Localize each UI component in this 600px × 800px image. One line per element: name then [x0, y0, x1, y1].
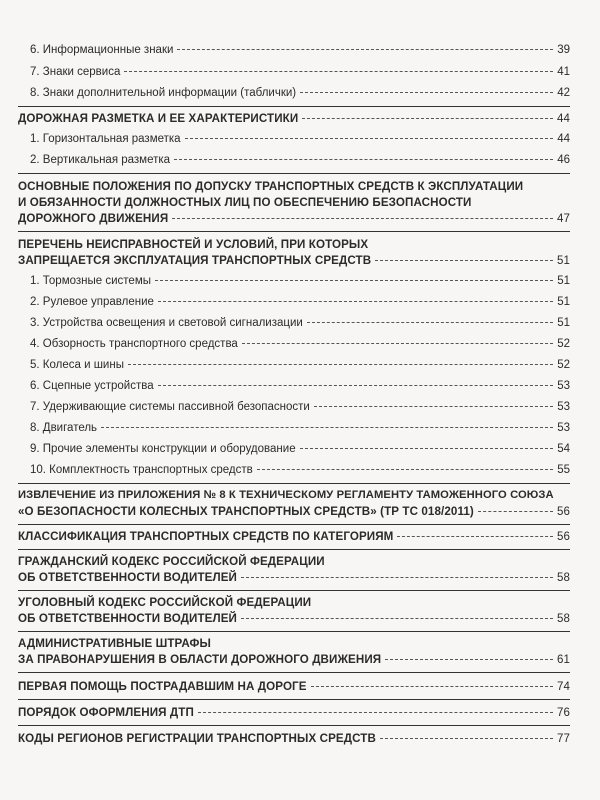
- entry-page: 52: [557, 338, 570, 350]
- section-divider: [18, 549, 570, 550]
- section-heading[interactable]: [18, 530, 570, 543]
- dot-leader: [307, 322, 553, 323]
- section-divider: [18, 524, 570, 525]
- entry-page: 42: [557, 87, 570, 99]
- entry-page: 53: [557, 422, 570, 434]
- dot-leader: [241, 577, 553, 578]
- section-title: ДОРОЖНАЯ РАЗМЕТКА И ЕЕ ХАРАКТЕРИСТИКИ: [18, 112, 299, 125]
- entry-title: 7. Знаки сервиса: [30, 66, 121, 78]
- section-title-line: ПЕРЕЧЕНЬ НЕИСПРАВНОСТЕЙ И УСЛОВИЙ, ПРИ КОТОРЫХ: [18, 238, 369, 251]
- section-title: КЛАССИФИКАЦИЯ ТРАНСПОРТНЫХ СРЕДСТВ ПО КАТЕГОРИЯМ: [18, 530, 394, 543]
- entry-page: 53: [557, 380, 570, 392]
- dot-leader: [101, 427, 553, 428]
- section-title-line: ОСНОВНЫЕ ПОЛОЖЕНИЯ ПО ДОПУСКУ ТРАНСПОРТНЫХ СРЕДСТВ К ЭКСПЛУАТАЦИИ: [18, 180, 524, 193]
- entry-page: 51: [557, 296, 570, 308]
- toc-entry[interactable]: [30, 401, 570, 413]
- dot-leader: [174, 159, 553, 160]
- entry-page: 54: [557, 443, 570, 455]
- section-title-line: АДМИНИСТРАТИВНЫЕ ШТРАФЫ: [18, 637, 211, 650]
- section-page: 77: [557, 733, 570, 745]
- dot-leader: [177, 49, 553, 50]
- dot-leader: [124, 71, 553, 72]
- section-title-line: ГРАЖДАНСКИЙ КОДЕКС РОССИЙСКОЙ ФЕДЕРАЦИИ: [18, 555, 325, 568]
- dot-leader: [300, 92, 553, 93]
- section-heading[interactable]: [18, 505, 570, 518]
- dot-leader: [300, 448, 554, 449]
- dot-leader: [158, 301, 553, 302]
- entry-title: 6. Сцепные устройства: [30, 380, 154, 392]
- entry-title: 7. Удерживающие системы пассивной безопасности: [30, 401, 310, 413]
- section-page: 74: [557, 681, 570, 693]
- dot-leader: [385, 659, 553, 660]
- toc-entry[interactable]: [30, 44, 570, 56]
- entry-title: 5. Колеса и шины: [30, 359, 124, 371]
- section-title-line: УГОЛОВНЫЙ КОДЕКС РОССИЙСКОЙ ФЕДЕРАЦИИ: [18, 596, 312, 609]
- entry-title: 1. Тормозные системы: [30, 275, 151, 287]
- entry-page: 46: [557, 154, 570, 166]
- entry-page: 51: [557, 317, 570, 329]
- section-title-line: ИЗВЛЕЧЕНИЕ ИЗ ПРИЛОЖЕНИЯ № 8 К ТЕХНИЧЕСКОМУ РЕГЛАМЕНТУ ТАМОЖЕННОГО СОЮЗА: [18, 489, 554, 501]
- dot-leader: [375, 260, 553, 261]
- section-title: ПОРЯДОК ОФОРМЛЕНИЯ ДТП: [18, 706, 194, 719]
- section-divider: [18, 699, 570, 700]
- section-title-line: И ОБЯЗАННОСТИ ДОЛЖНОСТНЫХ ЛИЦ ПО ОБЕСПЕЧЕНИЮ БЕЗОПАСНОСТИ: [18, 196, 472, 209]
- section-title-line: ЗА ПРАВОНАРУШЕНИЯ В ОБЛАСТИ ДОРОЖНОГО ДВИЖЕНИЯ: [18, 653, 382, 666]
- toc-entry[interactable]: [30, 422, 570, 434]
- toc-entry[interactable]: [30, 154, 570, 166]
- toc-entry[interactable]: [30, 87, 570, 99]
- entry-title: 9. Прочие элементы конструкции и оборудование: [30, 443, 296, 455]
- entry-title: 3. Устройства освещения и световой сигнализации: [30, 317, 303, 329]
- section-divider: [18, 173, 570, 174]
- dot-leader: [380, 738, 553, 739]
- entry-title: 2. Вертикальная разметка: [30, 154, 171, 166]
- section-divider: [18, 483, 570, 484]
- section-divider: [18, 725, 570, 726]
- entry-title: 10. Комплектность транспортных средств: [30, 464, 253, 476]
- section-divider: [18, 590, 570, 591]
- section-divider: [18, 106, 570, 107]
- entry-title: 8. Двигатель: [30, 422, 98, 434]
- dot-leader: [158, 385, 554, 386]
- section-page: 58: [557, 613, 570, 625]
- section-divider: [18, 672, 570, 673]
- dot-leader: [128, 364, 553, 365]
- entry-title: 6. Информационные знаки: [30, 44, 174, 56]
- toc-entry[interactable]: [30, 133, 570, 145]
- entry-title: 8. Знаки дополнительной информации (таблички): [30, 87, 297, 99]
- section-page: 56: [557, 506, 570, 518]
- toc-entry[interactable]: [30, 338, 570, 350]
- section-heading[interactable]: [18, 680, 570, 693]
- section-page: 76: [557, 707, 570, 719]
- section-divider: [18, 231, 570, 232]
- section-heading[interactable]: [18, 706, 570, 719]
- dot-leader: [155, 280, 553, 281]
- dot-leader: [397, 536, 553, 537]
- dot-leader: [198, 712, 553, 713]
- entry-page: 51: [557, 275, 570, 287]
- dot-leader: [185, 138, 554, 139]
- toc-entry[interactable]: [30, 380, 570, 392]
- dot-leader: [257, 469, 553, 470]
- entry-title: 2. Рулевое управление: [30, 296, 154, 308]
- dot-leader: [478, 511, 553, 512]
- entry-page: 53: [557, 401, 570, 413]
- toc-entry[interactable]: [30, 66, 570, 78]
- section-page: 44: [557, 113, 570, 125]
- section-heading[interactable]: [18, 571, 570, 584]
- section-divider: [18, 631, 570, 632]
- dot-leader: [311, 686, 553, 687]
- section-heading[interactable]: [18, 653, 570, 666]
- dot-leader: [314, 406, 553, 407]
- section-page: 51: [557, 255, 570, 267]
- entry-page: 52: [557, 359, 570, 371]
- section-heading[interactable]: [18, 732, 570, 745]
- entry-title: 1. Горизонтальная разметка: [30, 133, 181, 145]
- toc-entry[interactable]: [30, 359, 570, 371]
- toc-entry[interactable]: [30, 317, 570, 329]
- section-page: 61: [557, 654, 570, 666]
- entry-title: 4. Обзорность транспортного средства: [30, 338, 238, 350]
- entry-page: 55: [557, 464, 570, 476]
- section-title-line: «О БЕЗОПАСНОСТИ КОЛЕСНЫХ ТРАНСПОРТНЫХ СРЕДСТВ» (ТР ТС 018/2011): [18, 505, 474, 518]
- section-title-line: ЗАПРЕЩАЕТСЯ ЭКСПЛУАТАЦИЯ ТРАНСПОРТНЫХ СРЕДСТВ: [18, 254, 372, 267]
- section-heading[interactable]: [18, 254, 570, 267]
- section-title: КОДЫ РЕГИОНОВ РЕГИСТРАЦИИ ТРАНСПОРТНЫХ СРЕДСТВ: [18, 732, 376, 745]
- section-heading[interactable]: [18, 112, 570, 125]
- section-title-line: ОБ ОТВЕТСТВЕННОСТИ ВОДИТЕЛЕЙ: [18, 612, 237, 625]
- dot-leader: [302, 118, 553, 119]
- section-heading[interactable]: [18, 212, 570, 225]
- section-title: ПЕРВАЯ ПОМОЩЬ ПОСТРАДАВШИМ НА ДОРОГЕ: [18, 680, 307, 693]
- entry-page: 39: [557, 44, 570, 56]
- section-page: 58: [557, 572, 570, 584]
- entry-page: 44: [557, 133, 570, 145]
- section-title-line: ДОРОЖНОГО ДВИЖЕНИЯ: [18, 212, 169, 225]
- dot-leader: [172, 218, 553, 219]
- toc-entry[interactable]: [30, 464, 570, 476]
- toc-entry[interactable]: [30, 275, 570, 287]
- dot-leader: [241, 618, 553, 619]
- section-page: 56: [557, 531, 570, 543]
- section-title-line: ОБ ОТВЕТСТВЕННОСТИ ВОДИТЕЛЕЙ: [18, 571, 237, 584]
- dot-leader: [242, 343, 553, 344]
- toc-entry[interactable]: [30, 443, 570, 455]
- section-page: 47: [557, 213, 570, 225]
- toc-entry[interactable]: [30, 296, 570, 308]
- section-heading[interactable]: [18, 612, 570, 625]
- entry-page: 41: [557, 66, 570, 78]
